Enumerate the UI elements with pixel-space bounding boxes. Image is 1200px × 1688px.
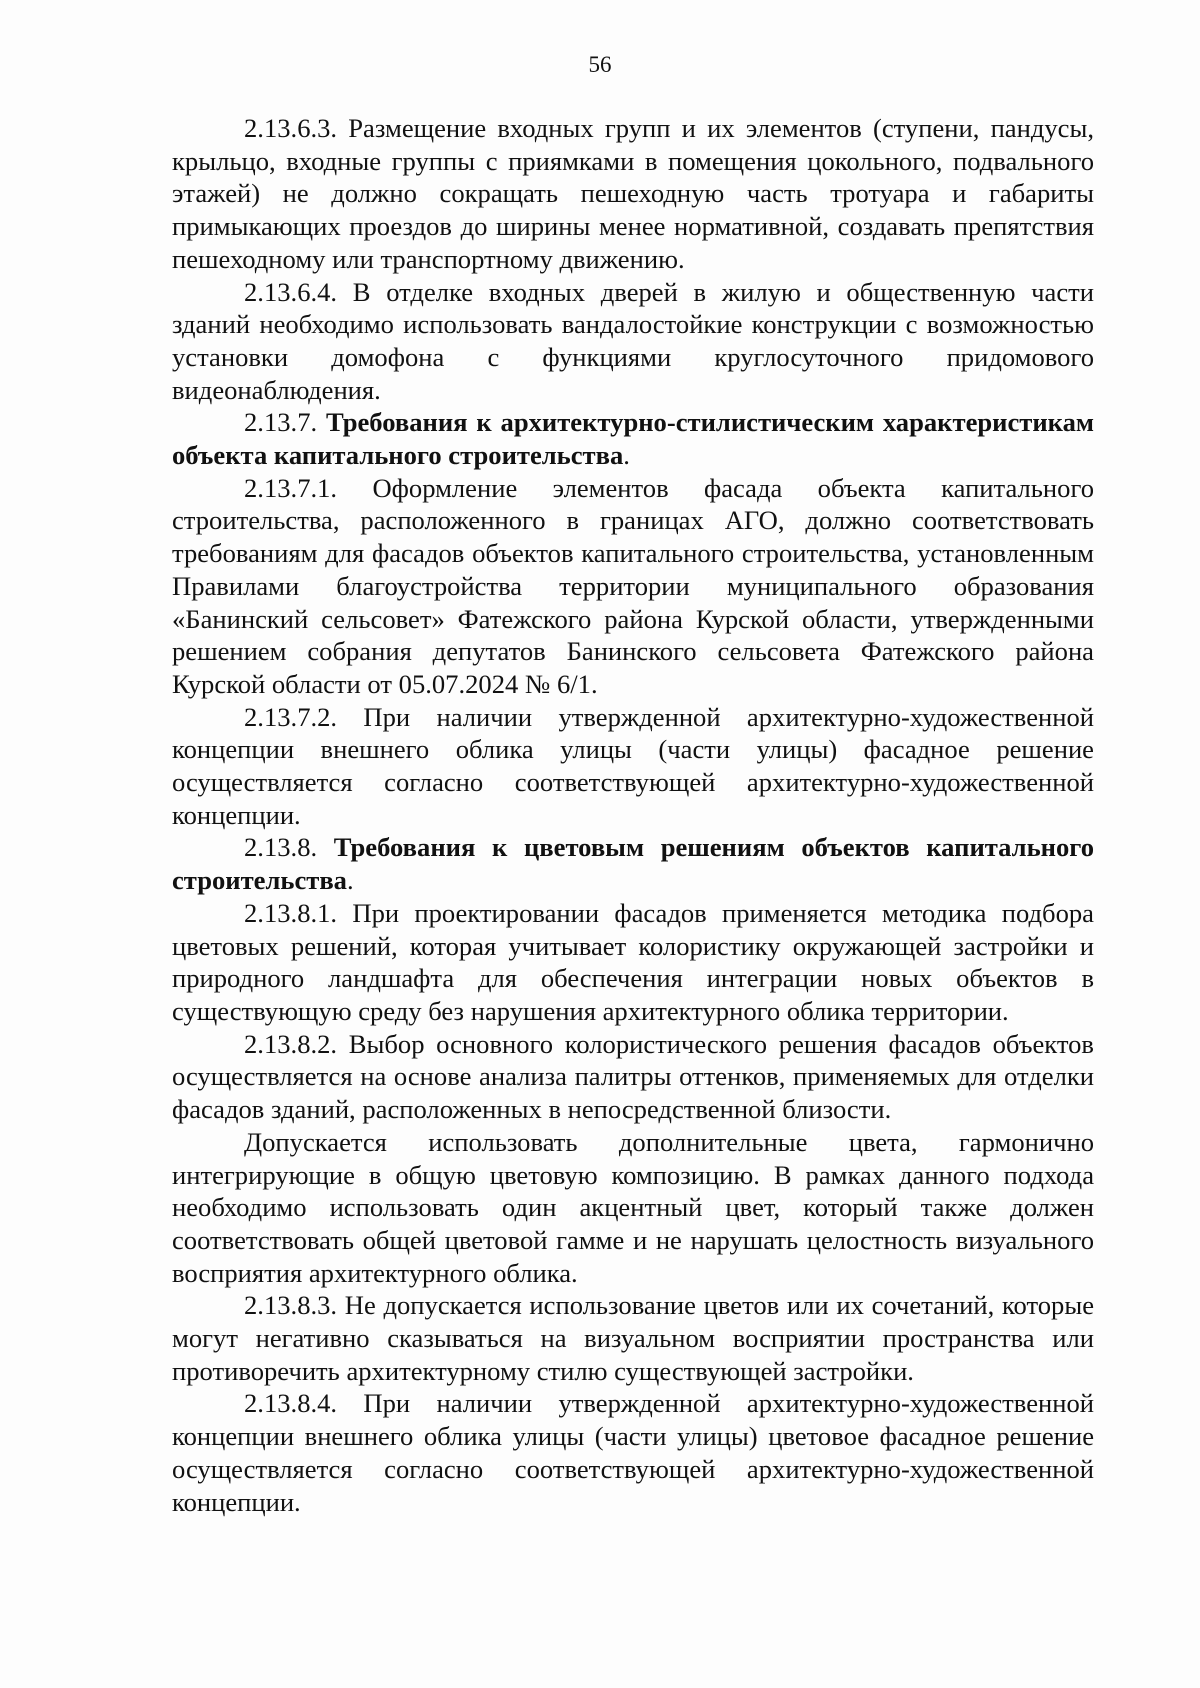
page-number: 56 [588,52,612,77]
paragraph-2-13-8-1: 2.13.8.1. При проектировании фасадов применяется методика подбора цветовых решений, которая учитывает колористику окружающей застройки и природного ландшафта для обеспечения интеграции новых объектов в существующую среду без нарушения архитектурного облика территории. [172,897,1094,1026]
paragraph-2-13-8-2: 2.13.8.2. Выбор основного колористического решения фасадов объектов осуществляется на основе анализа палитры оттенков, применяемых для отделки фасадов зданий, расположенных в непосредственной близости. [172,1028,1094,1125]
paragraph-2-13-7-1: 2.13.7.1. Оформление элементов фасада объекта капитального строительства, расположенного в границах АГО, должно соответствовать требованиям для фасадов объектов капитального строительства, установленным Правилами благоустройства территории муниципального образования «Банинский сельсовет» Фатежского района Курской области, утвержденными решением собрания депутатов Банинского сельсовета Фатежского района Курской области от 05.07.2024 № 6/1. [172,472,1094,699]
section-title-period: . [346,865,354,896]
paragraph-2-13-8-4: 2.13.8.4. При наличии утвержденной архитектурно-художественной концепции внешнего облика улицы (части улицы) цветовое фасадное решение осуществляется согласно соответствующей архитектурно-художественной концепции. [172,1388,1094,1517]
section-title-period: . [623,440,630,471]
paragraph-2-13-6-4: 2.13.6.4. В отделке входных дверей в жилую и общественную части зданий необходимо использовать вандалостойкие конструкции с возможностью установки домофона с функциями круглосуточного придомового видеонаблюдения. [172,276,1094,405]
paragraph-2-13-7-2: 2.13.7.2. При наличии утвержденной архитектурно-художественной концепции внешнего облика улицы (части улицы) фасадное решение осуществляется согласно соответствующей архитектурно-художественной концепции. [172,701,1094,830]
section-heading-2-13-8 [172,831,1094,896]
paragraph-additional-colors: Допускается использовать дополнительные цвета, гармонично интегрирующие в общую цветовую композицию. В рамках данного подхода необходимо использовать один акцентный цвет, который также должен соответствовать общей цветовой гамме и не нарушать целостность визуального восприятия архитектурного облика. [172,1126,1094,1288]
paragraph-2-13-8-3: 2.13.8.3. Не допускается использование цветов или их сочетаний, которые могут негативно сказываться на визуальном восприятии пространства или противоречить архитектурному стилю существующей застройки. [172,1290,1094,1386]
paragraph-2-13-6-3: 2.13.6.3. Размещение входных групп и их элементов (ступени, пандусы, крыльцо, входные группы с приямками в помещения цокольного, подвального этажей) не должно сокращать пешеходную часть тротуара и габариты примыкающих проездов до ширины менее нормативной, создавать препятствия пешеходному или транспортному движению. [172,113,1094,274]
document-body [172,112,1094,1518]
section-number: 2.13.8. [244,832,334,863]
section-title: Требования к цветовым решениям объектов капитального строительства [172,832,1094,896]
section-number: 2.13.7. [244,407,326,438]
section-title: Требования к архитектурно-стилистическим характеристикам объекта капитального строительства [172,407,1094,471]
section-heading-2-13-7 [172,406,1094,471]
